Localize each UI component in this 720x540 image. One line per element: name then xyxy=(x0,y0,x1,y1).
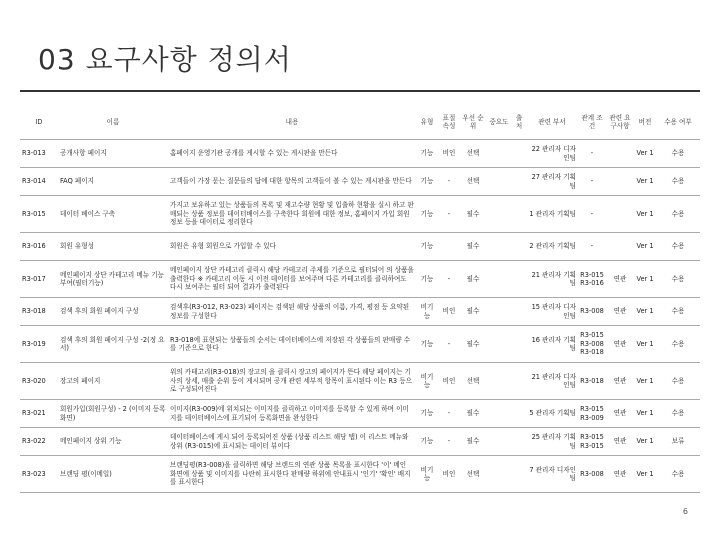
requirements-table xyxy=(20,105,700,493)
table-row xyxy=(20,428,700,456)
req-content: 고객들이 가장 묻는 질문들의 답에 대한 항목의 고객들이 볼 수 있는 게시판을 만든다 xyxy=(170,177,412,186)
col-header-source: 출처 xyxy=(515,113,523,130)
req-priority: 필수 xyxy=(466,437,480,446)
req-name: 브랜딩 평(이메일) xyxy=(60,469,112,478)
req-type: 기능 xyxy=(420,409,434,418)
req-id: R3-013 xyxy=(22,149,46,158)
col-header-version: 버전 xyxy=(638,117,652,126)
req-name: 공개사항 페이지 xyxy=(60,149,107,158)
req-accept: 수용 xyxy=(671,339,685,348)
req-attr: - xyxy=(447,209,451,218)
req-content: 회원은 유형 회원으로 가입할 수 있다 xyxy=(170,242,277,251)
req-version: Ver 1 xyxy=(636,242,654,251)
req-related: 연관 xyxy=(613,409,627,418)
col-header-attr: 표절 속성 xyxy=(442,113,456,130)
req-content: 메인페이지 상단 카테고리 클릭시 해당 카테고리 주제를 기준으로 필터되어 의 상품을 출력한다 ※ 카테고리 이동 시 이전 데이터를 보여주며 다른 카테고리를 클릭하여도 다시 보여주는 필터 되어 결과가 출력된다 xyxy=(170,266,414,292)
req-name: FAQ 페이지 xyxy=(60,177,94,186)
req-accept: 보류 xyxy=(671,437,685,446)
table-row xyxy=(20,456,700,493)
req-related: 연관 xyxy=(613,307,627,316)
req-content: 검색후(R3-012, R3-023) 페이지는 검색된 해당 상품의 이름, 가격, 평점 등 요약된 정보를 구성한다 xyxy=(170,303,410,320)
req-name: 메인페이지 상위 기능 xyxy=(60,437,122,446)
req-condition: - xyxy=(590,177,594,186)
req-content: 위의 카테고리(R3-018)의 장고의 을 클릭시 장고의 페이지가 뜬다 해당 페이지는 기사의 상세, 매출 순위 등이 게시되며 공개 관련 세부적 항목이 표시된다 이는 R3 등으로 구성되어진다 xyxy=(170,368,412,394)
req-source xyxy=(512,196,526,233)
req-importance xyxy=(486,363,512,400)
req-id: R3-022 xyxy=(22,437,46,446)
req-content: R3-018에 표현되는 상품들의 순서는 데이터베이스에 저장된 각 상품들의 판매량 수를 기준으로 한다 xyxy=(170,335,411,352)
req-priority: 선택 xyxy=(466,376,480,385)
req-source xyxy=(512,363,526,400)
req-priority: 선택 xyxy=(466,469,480,478)
req-dept: 1 관리자 기획팀 xyxy=(529,209,576,218)
req-attr: 비인 xyxy=(442,307,456,316)
col-header-importance: 중요도 xyxy=(489,117,509,126)
req-content: 브랜딩평(R3-008)을 클릭하면 해당 브랜드의 연관 상품 목록을 표시한다 '이' 메인 화면에 상품 및 이미지를 나란히 표시한다 판매량 하위에 안내표시 '인기' '확인' 배지를 표시한다 xyxy=(170,461,411,487)
req-condition: R3-018 xyxy=(580,376,604,385)
req-type: 기능 xyxy=(420,242,434,251)
req-type: 기능 xyxy=(420,177,434,186)
req-version: Ver 1 xyxy=(636,307,654,316)
req-name: 데이터 베이스 구축 xyxy=(60,209,116,218)
req-type: 비기능 xyxy=(420,303,434,320)
req-name: 검색 후의 회원 페이지 구성 xyxy=(60,307,139,316)
col-header-type: 유형 xyxy=(420,117,434,126)
req-source xyxy=(512,326,526,363)
col-header-name: 이름 xyxy=(106,117,120,126)
table-row xyxy=(20,196,700,233)
req-content: 가지고 보유하고 있는 상품들의 목록 및 재고수량 현황 및 입출하 현황을 실시 하고 판매되는 상품 정보를 데이터베이스를 구축한다 회원에 대한 정보, 홈페이지 가입 회원 정보 등을 데이터로 정리한다 xyxy=(170,201,414,227)
req-dept: 16 관리자 기획팀 xyxy=(531,335,576,352)
req-attr: - xyxy=(447,437,451,446)
req-related: 연관 xyxy=(613,469,627,478)
req-condition: - xyxy=(590,242,594,251)
req-type: 기능 xyxy=(420,209,434,218)
req-dept: 21 관리자 기획팀 xyxy=(531,270,576,287)
req-priority: 필수 xyxy=(466,274,480,283)
req-importance xyxy=(486,456,512,493)
req-related xyxy=(606,233,634,261)
req-accept: 수용 xyxy=(671,376,685,385)
req-attr xyxy=(438,233,460,261)
req-source xyxy=(512,261,526,298)
title-divider xyxy=(20,90,700,92)
req-name: 회원가입(회원구성) - 2 (이미지 등록화면) xyxy=(60,405,166,422)
table-row xyxy=(20,140,700,168)
col-header-content: 내용 xyxy=(285,117,299,126)
req-id: R3-016 xyxy=(22,242,46,251)
req-type: 비기능 xyxy=(420,372,434,389)
req-version: Ver 1 xyxy=(636,437,654,446)
req-id: R3-019 xyxy=(22,339,46,348)
req-importance xyxy=(486,196,512,233)
req-type: 비기능 xyxy=(420,465,434,482)
req-priority: 선택 xyxy=(466,149,480,158)
req-condition: R3-015 R3-015 xyxy=(580,433,604,450)
requirements-table-container xyxy=(20,105,700,493)
req-source xyxy=(512,233,526,261)
req-accept: 수용 xyxy=(671,307,685,316)
req-accept: 수용 xyxy=(671,242,685,251)
req-importance xyxy=(486,168,512,196)
req-priority: 필수 xyxy=(466,242,480,251)
req-version: Ver 1 xyxy=(636,409,654,418)
req-id: R3-020 xyxy=(22,376,46,385)
req-attr: 비인 xyxy=(442,376,456,385)
req-importance xyxy=(486,298,512,326)
req-accept: 수용 xyxy=(671,274,685,283)
req-accept: 수용 xyxy=(671,209,685,218)
req-attr: - xyxy=(447,177,451,186)
req-condition: R3-015 R3-009 xyxy=(580,405,604,422)
req-id: R3-015 xyxy=(22,209,46,218)
req-importance xyxy=(486,140,512,168)
col-header-condition: 관계 조건 xyxy=(581,113,603,130)
req-id: R3-017 xyxy=(22,274,46,283)
table-row xyxy=(20,261,700,298)
req-dept: 25 관리자 기획팀 xyxy=(531,433,576,450)
col-header-id: ID xyxy=(35,117,43,126)
req-importance xyxy=(486,261,512,298)
req-related xyxy=(606,196,634,233)
req-related: 연관 xyxy=(613,274,627,283)
req-dept: 2 관리자 기획팀 xyxy=(529,242,576,251)
req-condition: - xyxy=(590,209,594,218)
page-number: 6 xyxy=(682,507,688,516)
table-row xyxy=(20,363,700,400)
req-source xyxy=(512,456,526,493)
req-accept: 수용 xyxy=(671,149,685,158)
table-row xyxy=(20,326,700,363)
req-type: 기능 xyxy=(420,149,434,158)
req-version: Ver 1 xyxy=(636,149,654,158)
req-name: 회원 유형성 xyxy=(60,242,94,251)
req-name: 장고의 페이지 xyxy=(60,376,101,385)
table-header-row xyxy=(20,105,700,140)
req-condition: - xyxy=(590,149,594,158)
req-version: Ver 1 xyxy=(636,177,654,186)
req-source xyxy=(512,168,526,196)
req-condition: R3-015 R3-008 R3-018 xyxy=(580,331,604,357)
req-source xyxy=(512,428,526,456)
req-version: Ver 1 xyxy=(636,209,654,218)
col-header-dept: 관련 부서 xyxy=(538,117,566,126)
req-source xyxy=(512,400,526,428)
req-attr: 비인 xyxy=(442,469,456,478)
req-id: R3-023 xyxy=(22,469,46,478)
table-row xyxy=(20,400,700,428)
col-header-accept: 수용 여부 xyxy=(664,117,692,126)
table-row xyxy=(20,233,700,261)
page-title: 03 요구사항 정의서 xyxy=(38,43,292,76)
req-content: 이미지(R3-009)에 위치되는 이미지를 클릭하고 이미지를 등록할 수 있게 하며 이미지를 데이터베이스에 표기되어 등록화면을 완성한다 xyxy=(170,405,409,422)
req-dept: 27 관리자 기획팀 xyxy=(531,173,576,190)
req-id: R3-014 xyxy=(22,177,46,186)
req-content: 홈페이지 운영기관 공개를 게시할 수 있는 게시판을 만든다 xyxy=(170,149,338,158)
table-row xyxy=(20,168,700,196)
table-row xyxy=(20,298,700,326)
req-condition: R3-008 xyxy=(580,307,604,316)
req-content: 데이터베이스에 게시 되어 등록되어진 상품 (상품 리스트 해당 탭) 이 리스트 메뉴와 상위 (R3-015)에 표시되는 데이터 뷰이다 xyxy=(170,433,409,450)
req-priority: 필수 xyxy=(466,339,480,348)
req-accept: 수용 xyxy=(671,469,685,478)
req-accept: 수용 xyxy=(671,409,685,418)
req-priority: 필수 xyxy=(466,307,480,316)
req-version: Ver 1 xyxy=(636,339,654,348)
req-version: Ver 1 xyxy=(636,376,654,385)
req-version: Ver 1 xyxy=(636,469,654,478)
req-attr: 비인 xyxy=(442,149,456,158)
req-version: Ver 1 xyxy=(636,274,654,283)
req-importance xyxy=(486,233,512,261)
col-header-priority: 우선 순위 xyxy=(462,113,484,130)
req-id: R3-021 xyxy=(22,409,46,418)
req-type: 기능 xyxy=(420,437,434,446)
req-accept: 수용 xyxy=(671,177,685,186)
req-condition: R3-015 R3-016 xyxy=(580,270,604,287)
req-related xyxy=(606,168,634,196)
req-dept: 5 관리자 기획팀 xyxy=(529,409,576,418)
req-priority: 선택 xyxy=(466,177,480,186)
req-related: 연관 xyxy=(613,376,627,385)
req-type: 기능 xyxy=(420,339,434,348)
req-name: 메인페이지 상단 카테고리 메뉴 기능부여(필터기능) xyxy=(60,270,164,287)
req-dept: 22 관리자 디자인팀 xyxy=(531,145,576,162)
req-related: 연관 xyxy=(613,339,627,348)
req-id: R3-018 xyxy=(22,307,46,316)
req-importance xyxy=(486,326,512,363)
req-name: 검색 후의 회원 페이지 구성 -2(정 요서) xyxy=(60,335,165,352)
req-dept: 21 관리자 디자인팀 xyxy=(531,372,576,389)
req-importance xyxy=(486,400,512,428)
req-type: 기능 xyxy=(420,274,434,283)
req-attr: - xyxy=(447,409,451,418)
req-priority: 필수 xyxy=(466,409,480,418)
req-related: 연관 xyxy=(613,437,627,446)
table-body xyxy=(20,140,700,493)
col-header-related: 관련 요구사항 xyxy=(609,113,631,130)
req-dept: 7 관리자 디자인팀 xyxy=(529,465,576,482)
req-importance xyxy=(486,428,512,456)
req-dept: 15 관리자 디자인팀 xyxy=(531,303,576,320)
req-condition: R3-008 xyxy=(580,469,604,478)
req-priority: 필수 xyxy=(466,209,480,218)
req-source xyxy=(512,140,526,168)
req-attr: - xyxy=(447,274,451,283)
req-source xyxy=(512,298,526,326)
req-related xyxy=(606,140,634,168)
req-attr: - xyxy=(447,339,451,348)
